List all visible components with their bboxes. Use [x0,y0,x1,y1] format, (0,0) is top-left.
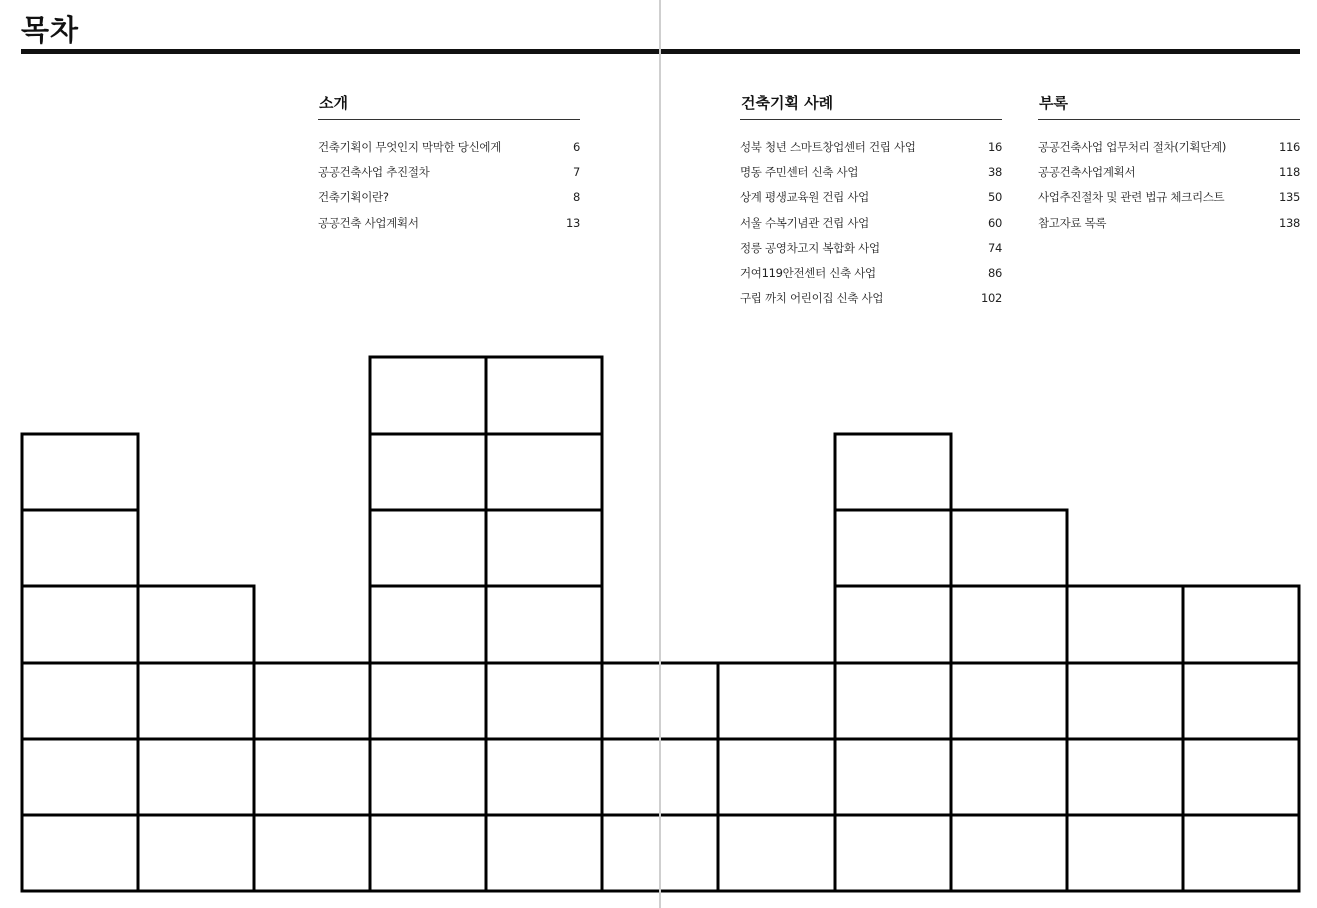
grid-block [1183,586,1299,663]
toc-entry-page: 116 [1278,139,1300,154]
toc-entry-title: 구립 까치 어린이집 신축 사업 [740,291,884,306]
grid-block [486,815,602,891]
toc-entry-title: 사업추진절차 및 관련 법규 체크리스트 [1038,190,1225,205]
grid-block [951,815,1067,891]
toc-entry-page: 38 [987,164,1002,179]
toc-entry-page: 60 [987,215,1002,230]
grid-block [951,510,1067,586]
toc-entry-page: 13 [565,215,580,230]
grid-block [1067,663,1183,739]
toc-entry-page: 74 [987,240,1002,255]
grid-block [138,815,254,891]
grid-block [951,663,1067,739]
toc-entry-page: 138 [1278,215,1300,230]
book-spine-divider [659,0,661,908]
grid-block [486,739,602,815]
grid-block [486,586,602,663]
toc-entry-title: 성북 청년 스마트창업센터 건립 사업 [740,139,916,154]
grid-block [835,510,951,586]
grid-block [370,510,486,586]
grid-block [835,663,951,739]
toc-entry-page: 135 [1278,190,1300,205]
grid-block [22,434,138,510]
toc-entry-title: 건축기획이란? [318,190,389,205]
toc-entry-title: 서울 수복기념관 건립 사업 [740,215,869,230]
grid-block [486,357,602,434]
grid-block [835,739,951,815]
grid-block [486,434,602,510]
grid-block [254,739,370,815]
grid-block [370,663,486,739]
section-heading-appendix: 부록 [1038,93,1300,120]
grid-block [835,815,951,891]
grid-block [718,663,835,739]
grid-block [1067,739,1183,815]
toc-entry-title: 공공건축사업계획서 [1038,164,1136,179]
toc-entry-title: 정릉 공영차고지 복합화 사업 [740,240,880,255]
grid-block [22,510,138,586]
grid-block [370,586,486,663]
page-title: 목차 [21,13,80,47]
grid-block [138,586,254,663]
toc-entry-page: 7 [572,164,580,179]
grid-block [718,815,835,891]
grid-block [370,434,486,510]
toc-entry-page: 118 [1278,164,1300,179]
grid-block [22,815,138,891]
section-heading-cases: 건축기획 사례 [740,93,1002,120]
grid-block [1183,739,1299,815]
grid-block [718,739,835,815]
toc-entry-title: 공공건축사업 업무처리 절차(기획단계) [1038,139,1227,154]
grid-block [1183,815,1299,891]
grid-block [951,739,1067,815]
grid-block [835,586,951,663]
grid-block [138,663,254,739]
toc-entry-page: 86 [987,266,1002,281]
grid-block [1183,663,1299,739]
grid-block [1067,586,1183,663]
section-heading-intro: 소개 [318,93,580,120]
grid-block [22,586,138,663]
toc-entry-page: 8 [572,190,580,205]
toc-entry-title: 거여119안전센터 신축 사업 [740,266,876,281]
grid-block [486,663,602,739]
grid-block [951,586,1067,663]
grid-block [486,510,602,586]
grid-block [370,357,486,434]
toc-entry-title: 건축기획이 무엇인지 막막한 당신에게 [318,139,502,154]
grid-block [138,739,254,815]
toc-entry-title: 참고자료 목록 [1038,215,1107,230]
grid-block [22,663,138,739]
toc-entry-title: 공공건축 사업계획서 [318,215,419,230]
toc-entry-page: 6 [572,139,580,154]
grid-block [835,434,951,510]
grid-block [254,663,370,739]
grid-block [254,815,370,891]
grid-block [22,739,138,815]
toc-entry-page: 16 [987,139,1002,154]
toc-entry-title: 공공건축사업 추진절차 [318,164,430,179]
grid-block [1067,815,1183,891]
toc-entry-page: 102 [980,291,1002,306]
toc-entry-title: 상계 평생교육원 건립 사업 [740,190,869,205]
grid-block [370,815,486,891]
toc-entry-page: 50 [987,190,1002,205]
grid-block [370,739,486,815]
toc-entry-title: 명동 주민센터 신축 사업 [740,164,859,179]
